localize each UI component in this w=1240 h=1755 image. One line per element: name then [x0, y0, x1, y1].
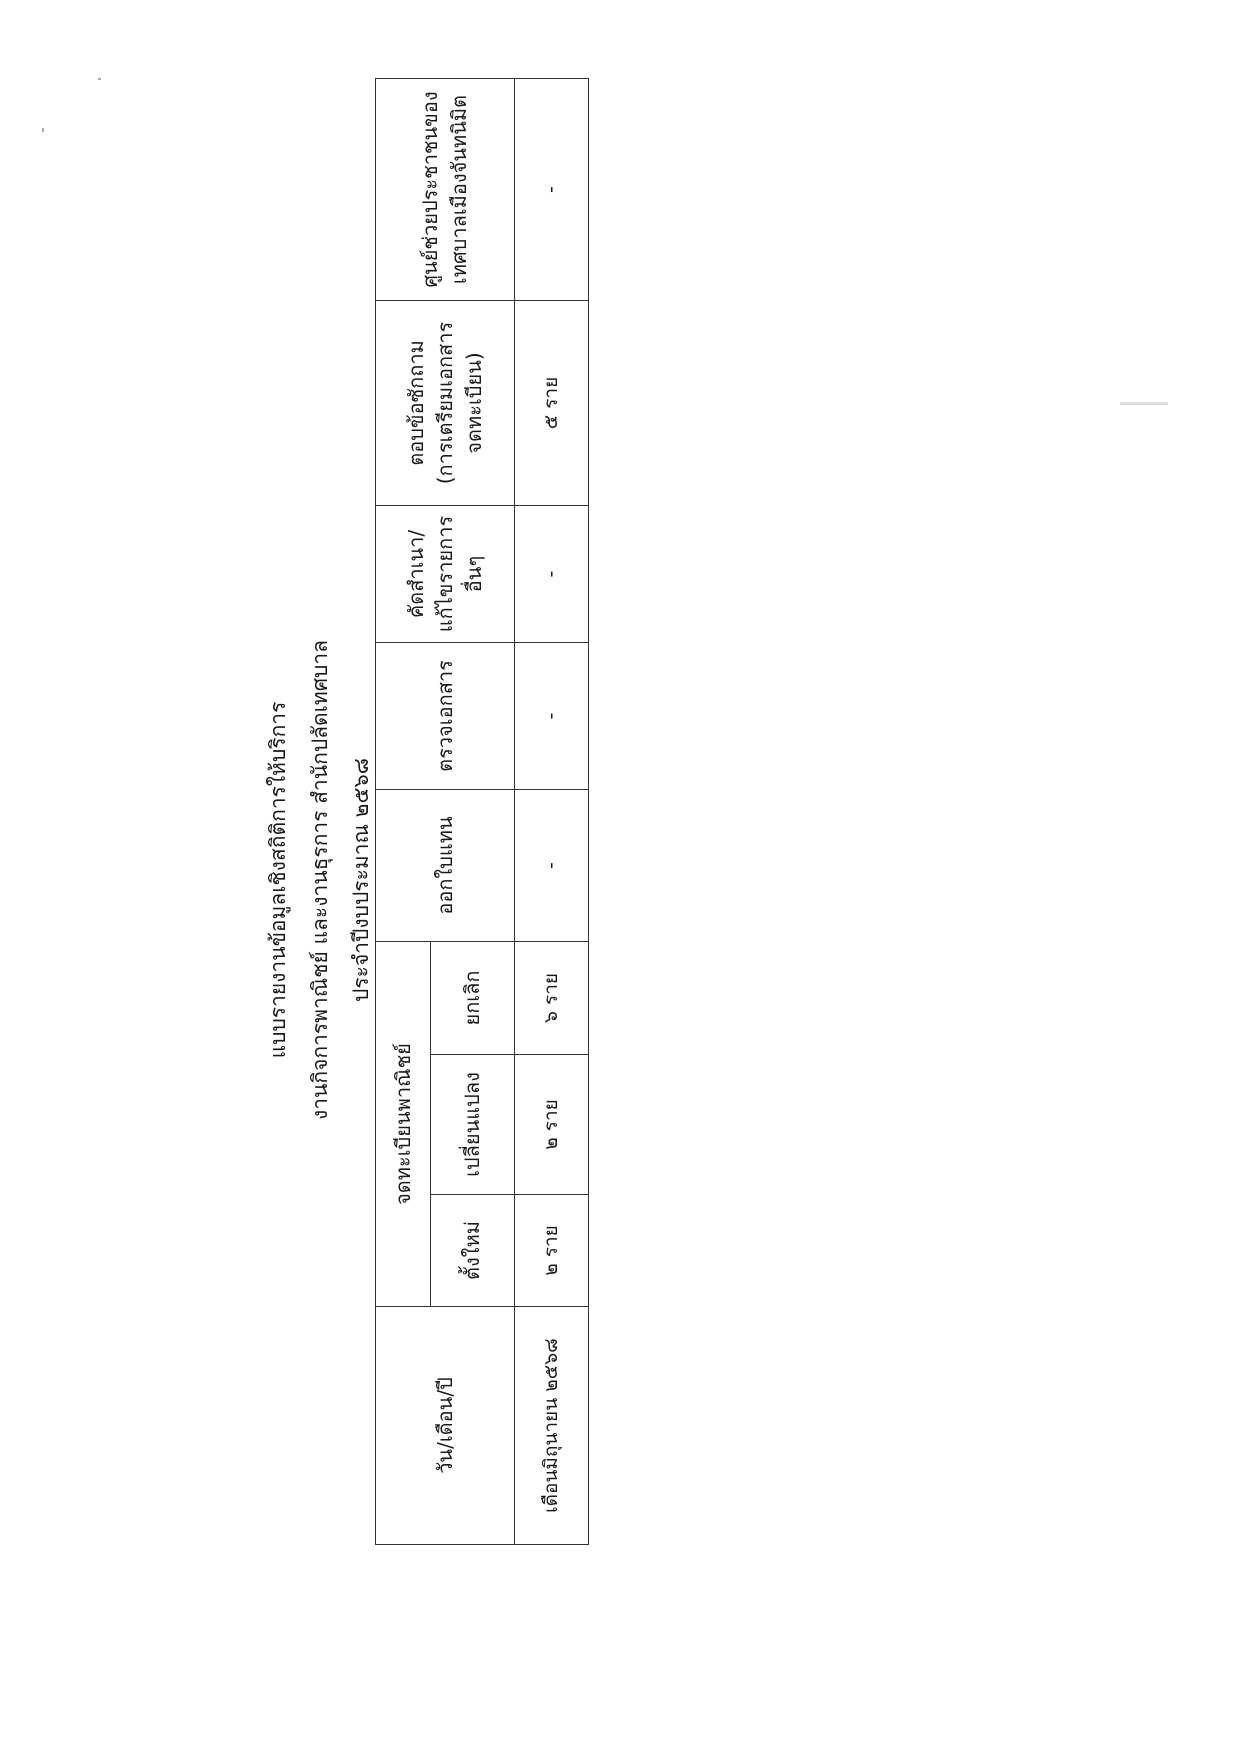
header-qa-line3: จดทะเบียน) — [461, 352, 486, 454]
scan-speck — [98, 78, 101, 80]
header-help-center-line2: เทศบาลเมืองจันทนิมิต — [447, 94, 471, 285]
header-copy-fix-line2: แก้ไขรายการ — [432, 515, 457, 633]
header-qa-line1: ตอบข้อซักถาม — [403, 340, 428, 466]
header-help-center — [376, 79, 515, 301]
header-cancel: ยกเลิก — [431, 942, 515, 1055]
cell-help-center: - — [515, 79, 589, 301]
cell-date: เดือนมิถุนายน ๒๕๖๘ — [515, 1307, 589, 1545]
header-change: เปลี่ยนแปลง — [431, 1055, 515, 1195]
header-copy-fix-line1: คัดสำเนา/ — [403, 529, 428, 619]
header-replacement-cert: ออกใบแทน — [376, 790, 515, 942]
statistics-table — [375, 78, 589, 1545]
header-date: วัน/เดือน/ปี — [376, 1307, 515, 1545]
header-qa — [376, 301, 515, 506]
report-title: แบบรายงานข้อมูลเชิงสถิติการให้บริการ — [266, 701, 290, 1059]
header-check-docs: ตรวจเอกสาร — [376, 643, 515, 790]
cell-cancel: ๖ ราย — [515, 942, 589, 1055]
header-commercial-registration: จดทะเบียนพาณิชย์ — [376, 942, 431, 1307]
report-department: งานกิจการพาณิชย์ และงานธุรการ สำนักปลัดเทศบาล — [308, 639, 332, 1121]
cell-change: ๒ ราย — [515, 1055, 589, 1195]
header-help-center-line1: ศูนย์ช่วยประชาชนของ — [418, 91, 442, 288]
cell-check-docs: - — [515, 643, 589, 790]
rotated-document — [0, 60, 1140, 1700]
header-copy-fix-line3: อื่นๆ — [461, 555, 486, 593]
header-new: ตั้งใหม่ — [431, 1195, 515, 1307]
header-qa-line2: (การเตรียมเอกสาร — [432, 321, 457, 485]
scan-speck — [42, 128, 44, 132]
cell-new: ๒ ราย — [515, 1195, 589, 1307]
cell-qa: ๕ ราย — [515, 301, 589, 506]
table-row — [515, 79, 589, 1545]
header-row-1 — [376, 79, 431, 1545]
header-copy-fix — [376, 506, 515, 643]
cell-replacement-cert: - — [515, 790, 589, 942]
report-fiscal-year: ประจำปีงบประมาณ ๒๕๖๘ — [349, 758, 373, 1002]
scan-mark — [1120, 402, 1168, 405]
cell-copy-fix: - — [515, 506, 589, 643]
